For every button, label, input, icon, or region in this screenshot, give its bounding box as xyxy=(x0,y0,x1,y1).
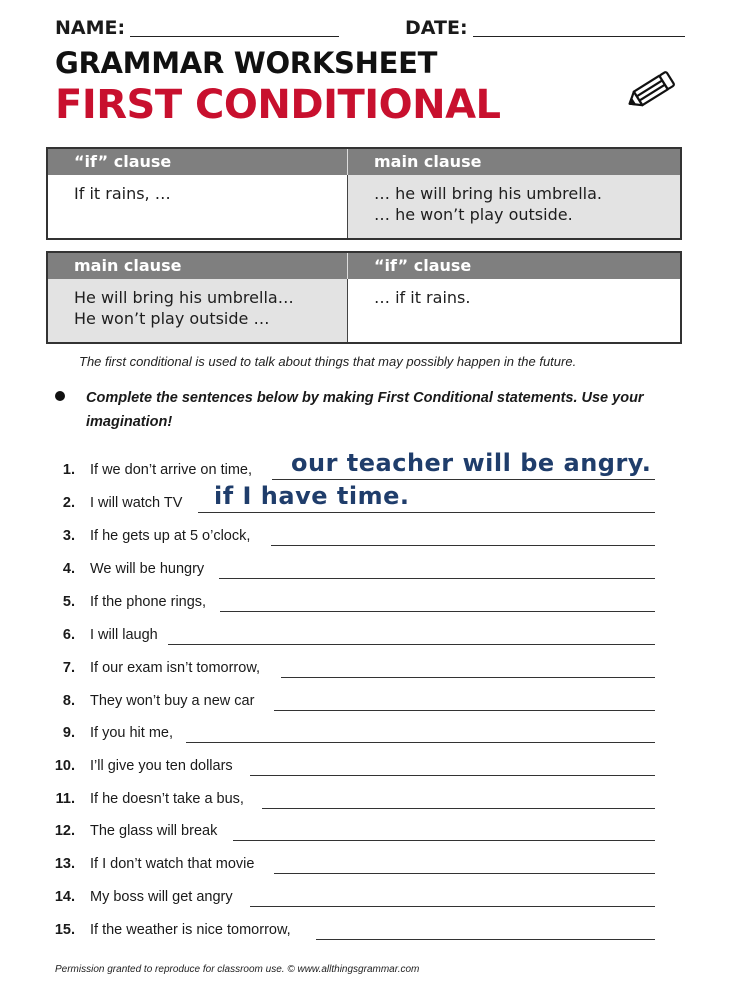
example-table-if-first xyxy=(46,147,682,240)
answer-line[interactable] xyxy=(220,611,655,612)
table-header-row xyxy=(48,149,680,175)
item-number: 11. xyxy=(55,791,75,807)
header-if-clause: “if” clause xyxy=(374,256,472,275)
item-number: 5. xyxy=(62,594,75,610)
item-number: 15. xyxy=(54,922,75,938)
answer-line[interactable] xyxy=(233,840,655,841)
table-body-row xyxy=(48,279,680,342)
item-number: 4. xyxy=(62,561,75,577)
item-prompt: If he doesn’t take a bus, xyxy=(90,791,244,807)
item-number: 7. xyxy=(62,660,75,676)
item-number: 2. xyxy=(62,495,75,511)
item-prompt: I will watch TV xyxy=(90,495,183,511)
cell-line: He will bring his umbrella… xyxy=(74,288,294,307)
header-main-clause: main clause xyxy=(48,253,348,279)
table-body-row xyxy=(48,175,680,238)
worksheet-subtitle: FIRST CONDITIONAL xyxy=(55,82,501,128)
name-label: NAME: xyxy=(55,17,126,39)
date-label: DATE: xyxy=(405,17,468,39)
answer-line[interactable] xyxy=(186,742,655,743)
if-clause-cell xyxy=(348,279,680,342)
exercise-item xyxy=(0,528,736,554)
cell-line: … if it rains. xyxy=(374,288,471,307)
bullet-icon xyxy=(55,391,65,401)
exercise-item xyxy=(0,725,736,751)
item-prompt: My boss will get angry xyxy=(90,889,233,905)
exercise-item xyxy=(0,482,736,521)
if-clause-cell xyxy=(48,175,348,238)
handwritten-answer: our teacher will be angry. xyxy=(291,449,652,477)
item-prompt: We will be hungry xyxy=(90,561,205,577)
answer-line[interactable] xyxy=(272,479,655,480)
header-main-clause: main clause xyxy=(374,152,482,171)
answer-line[interactable] xyxy=(219,578,655,579)
cell-line: If it rains, … xyxy=(74,184,171,203)
item-prompt: If you hit me, xyxy=(90,725,174,741)
item-prompt: I’ll give you ten dollars xyxy=(90,758,233,774)
item-prompt: They won’t buy a new car xyxy=(90,693,255,709)
footer-permission: Permission granted to reproduce for classroom use. © www.allthingsgrammar.com xyxy=(55,964,420,975)
cell-line: He won’t play outside … xyxy=(74,309,270,328)
exercise-item xyxy=(0,856,736,882)
answer-line[interactable] xyxy=(281,677,655,678)
exercise-item xyxy=(0,627,736,653)
exercise-item xyxy=(0,791,736,817)
handwritten-answer: if I have time. xyxy=(214,482,410,510)
cell-line: … he won’t play outside. xyxy=(374,205,573,224)
exercise-item xyxy=(0,889,736,915)
answer-line[interactable] xyxy=(168,644,655,645)
pencil-icon xyxy=(620,68,680,114)
item-number: 14. xyxy=(54,889,75,905)
item-number: 10. xyxy=(54,758,75,774)
item-number: 6. xyxy=(62,627,75,643)
table-header-row xyxy=(48,253,680,279)
item-prompt: If he gets up at 5 o’clock, xyxy=(90,528,251,544)
answer-line[interactable] xyxy=(262,808,655,809)
item-prompt: If the weather is nice tomorrow, xyxy=(90,922,291,938)
item-prompt: If I don’t watch that movie xyxy=(90,856,255,872)
date-field-line[interactable] xyxy=(473,36,685,37)
usage-note: The first conditional is used to talk about things that may possibly happen in the future. xyxy=(79,354,577,369)
item-number: 13. xyxy=(54,856,75,872)
item-number: 12. xyxy=(54,823,75,839)
exercise-item xyxy=(0,758,736,784)
answer-line[interactable] xyxy=(271,545,655,546)
answer-line[interactable] xyxy=(250,906,655,907)
header-if-clause: “if” clause xyxy=(48,149,348,175)
answer-line[interactable] xyxy=(250,775,655,776)
item-number: 1. xyxy=(62,462,75,478)
name-date-row xyxy=(55,17,685,43)
name-field-line[interactable] xyxy=(130,36,339,37)
answer-line[interactable] xyxy=(274,873,655,874)
answer-line[interactable] xyxy=(198,512,655,513)
exercise-item xyxy=(0,823,736,849)
exercise-item xyxy=(0,561,736,587)
item-number: 9. xyxy=(62,725,75,741)
item-number: 3. xyxy=(62,528,75,544)
item-prompt: The glass will break xyxy=(90,823,218,839)
item-number: 8. xyxy=(62,693,75,709)
instructions: Complete the sentences below by making First Conditional statements. Use your imagination! xyxy=(86,390,644,430)
main-clause-cell xyxy=(348,175,680,238)
item-prompt: If our exam isn’t tomorrow, xyxy=(90,660,261,676)
item-prompt: If we don’t arrive on time, xyxy=(90,462,252,478)
exercise-item xyxy=(0,922,736,948)
answer-line[interactable] xyxy=(274,710,655,711)
exercise-item xyxy=(0,693,736,719)
item-prompt: If the phone rings, xyxy=(90,594,207,610)
cell-line: … he will bring his umbrella. xyxy=(374,184,602,203)
worksheet-title: GRAMMAR WORKSHEET xyxy=(55,46,438,80)
main-clause-cell xyxy=(48,279,348,342)
exercise-item xyxy=(0,660,736,686)
answer-line[interactable] xyxy=(316,939,655,940)
example-table-main-first xyxy=(46,251,682,344)
exercise-item xyxy=(0,594,736,620)
item-prompt: I will laugh xyxy=(90,627,158,643)
